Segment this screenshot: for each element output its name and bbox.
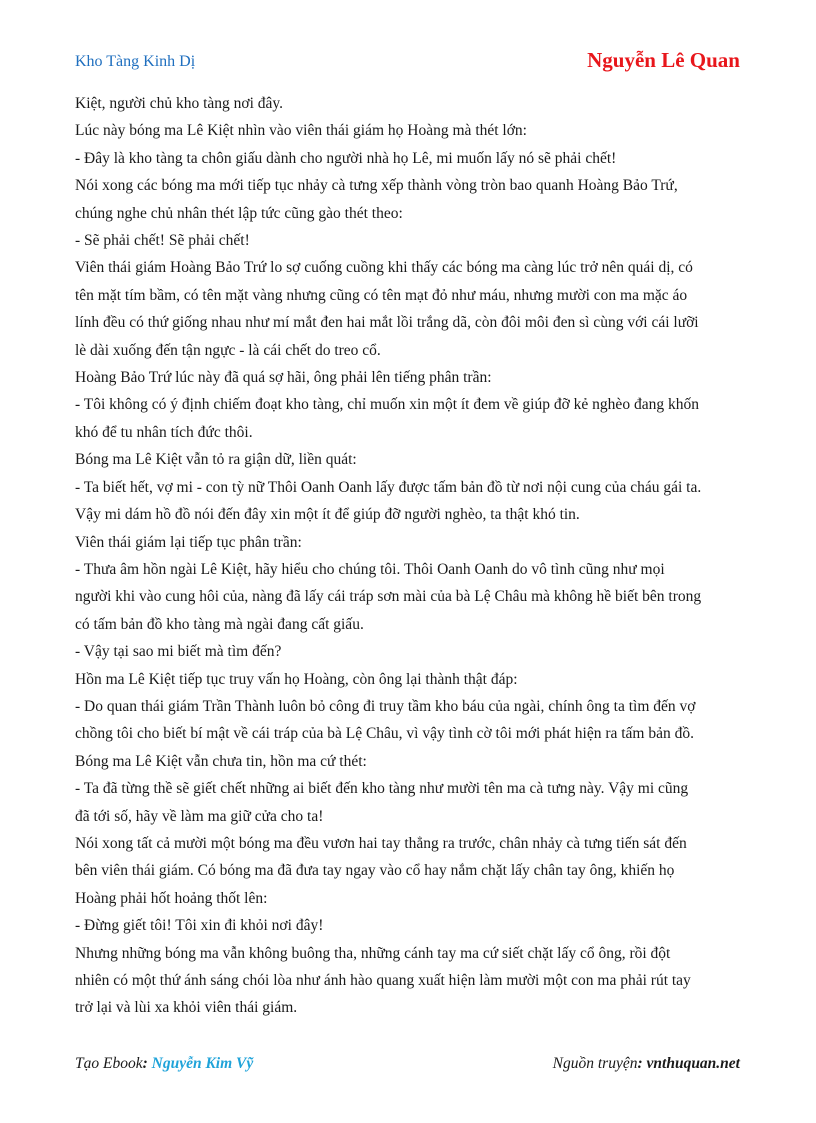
- ebook-creator-name: Nguyễn Kim Vỹ: [151, 1055, 254, 1072]
- text-line: Lúc này bóng ma Lê Kiệt nhìn vào viên thái giám họ Hoàng mà thét lớn:: [75, 122, 527, 140]
- text-line: Nói xong các bóng ma mới tiếp tục nhảy cà tưng xếp thành vòng tròn bao quanh Hoàng Bảo Trứ,: [75, 177, 678, 195]
- text-line: Kiệt, người chủ kho tàng nơi đây.: [75, 95, 284, 112]
- text-line: Vậy mi dám hồ đồ nói đến đây xin một ít để giúp đỡ người nghèo, ta thật khó tin.: [75, 506, 580, 524]
- text-line: đã tới số, hãy về làm ma giữ cửa cho ta!: [75, 807, 324, 825]
- text-line: Hoàng Bảo Trứ lúc này đã quá sợ hãi, ông phải lên tiếng phân trần:: [75, 369, 492, 387]
- text-line: bên viên thái giám. Có bóng ma đã đưa tay ngay vào cổ hay nắm chặt lấy chân tay ông, khiến họ: [75, 862, 675, 880]
- text-line: người khi vào cung hôi của, nàng đã lấy cái tráp sơn mài của bà Lệ Châu mà không hề biết bên trong: [75, 588, 702, 606]
- text-line: Nói xong tất cả mười một bóng ma đều vươn hai tay thẳng ra trước, chân nhảy cà tưng tiến sát đến: [75, 834, 687, 852]
- text-line: - Đây là kho tàng ta chôn giấu dành cho người nhà họ Lê, mi muốn lấy nó sẽ phải chết!: [75, 149, 617, 167]
- page-header: [75, 48, 740, 76]
- text-line: Viên thái giám lại tiếp tục phân trần:: [75, 533, 302, 551]
- ebook-credit-label: Tạo Ebook: [75, 1055, 143, 1072]
- text-line: Bóng ma Lê Kiệt vẫn chưa tin, hồn ma cứ thét:: [75, 752, 367, 770]
- page-footer: [75, 1055, 740, 1077]
- text-line: nhiên có một thứ ánh sáng chói lòa như ánh hào quang xuất hiện làm mười một con ma phải rút tay: [75, 972, 691, 989]
- text-line: chúng nghe chủ nhân thét lập tức cũng gào thét theo:: [75, 204, 403, 222]
- text-line: Viên thái giám Hoàng Bảo Trứ lo sợ cuống cuồng khi thấy các bóng ma càng lúc trở nên quái dị, có: [75, 259, 693, 277]
- text-line: lính đều có thứ giống nhau như mí mắt đen hai mắt lồi trắng dã, còn đôi môi đen sì cùng với cái lưỡi: [75, 314, 699, 332]
- text-line: lè dài xuống đến tận ngực - là cái chết do treo cổ.: [75, 341, 381, 359]
- text-line: chồng tôi cho biết bí mật về cái tráp của bà Lệ Châu, vì vậy tình cờ tôi mới phát hiện ra tấm bản đồ.: [75, 725, 694, 743]
- text-line: khó để tu nhân tích đức thôi.: [75, 423, 253, 441]
- source-credit: [553, 1055, 740, 1073]
- text-line: Hoàng phải hốt hoảng thốt lên:: [75, 889, 268, 907]
- text-line: Bóng ma Lê Kiệt vẫn tỏ ra giận dữ, liền quát:: [75, 451, 357, 469]
- text-line: - Tôi không có ý định chiếm đoạt kho tàng, chỉ muốn xin một ít đem về giúp đỡ kẻ nghèo đang khốn: [75, 396, 699, 414]
- text-line: - Vậy tại sao mi biết mà tìm đến?: [75, 643, 282, 661]
- text-line: tên mặt tím bầm, có tên mặt vàng nhưng cũng có tên mạt đỏ như máu, nhưng mười con ma mặc áo: [75, 286, 688, 304]
- text-line: trở lại và lùi xa khỏi viên thái giám.: [75, 999, 298, 1017]
- source-credit-separator: :: [637, 1055, 647, 1072]
- source-credit-label: Nguồn truyện: [552, 1055, 638, 1072]
- text-line: - Đừng giết tôi! Tôi xin đi khỏi nơi đây!: [75, 917, 324, 935]
- text-line: - Ta biết hết, vợ mi - con tỳ nữ Thôi Oanh Oanh lấy được tấm bản đồ từ nơi nội cung của cháu gái ta.: [75, 478, 702, 496]
- ebook-credit: [75, 1055, 253, 1073]
- text-line: - Sẽ phải chết! Sẽ phải chết!: [75, 232, 250, 250]
- text-line: Hồn ma Lê Kiệt tiếp tục truy vấn họ Hoàng, còn ông lại thành thật đáp:: [75, 670, 518, 688]
- text-line: - Thưa âm hồn ngài Lê Kiệt, hãy hiểu cho chúng tôi. Thôi Oanh Oanh do vô tình cũng như mọi: [75, 560, 665, 578]
- author-name: Nguyễn Lê Quan: [587, 48, 740, 72]
- book-title: Kho Tàng Kinh Dị: [75, 53, 196, 70]
- source-site: vnthuquan.net: [646, 1055, 740, 1072]
- ebook-credit-separator: :: [142, 1055, 152, 1072]
- text-line: Nhưng những bóng ma vẫn không buông tha, những cánh tay ma cứ siết chặt lấy cổ ông, rồi đột: [75, 944, 671, 962]
- text-line: - Do quan thái giám Trần Thành luôn bỏ công đi truy tầm kho báu của ngài, chính ông ta tìm đến vợ: [75, 697, 696, 715]
- text-line: - Ta đã từng thề sẽ giết chết những ai biết đến kho tàng như mười tên ma cà tưng này. Vậy mi cũng: [75, 780, 689, 798]
- story-text: [75, 90, 745, 1022]
- text-line: có tấm bản đồ kho tàng mà ngài đang cất giấu.: [75, 615, 364, 633]
